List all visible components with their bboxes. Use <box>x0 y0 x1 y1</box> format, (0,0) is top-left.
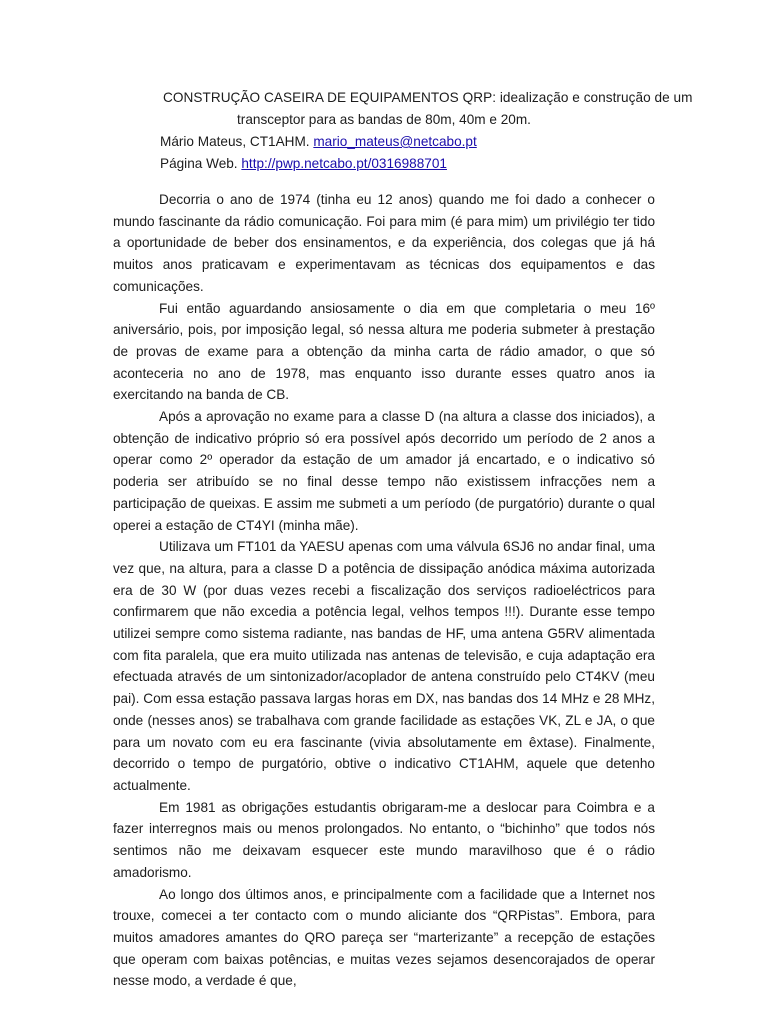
paragraph: Utilizava um FT101 da YAESU apenas com uma válvula 6SJ6 no andar final, uma vez que, na altura, para a classe D a potência de dissipação anódica máxima autorizada era de 30 W (por duas vezes recebi a fiscalização dos serviços radioeléctricos para confirmarem que não excedia a potência legal, velhos tempos !!!). Durante esse tempo utilizei sempre como sistema radiante, nas bandas de HF, uma antena G5RV alimentada com fita paralela, que era muito utilizada nas antenas de televisão, e cuja adaptação era efectuada através de um sintonizador/acoplador de antena construído pelo CT4KV (meu pai). Com essa estação passava largas horas em DX, nas bandas dos 14 MHz e 28 MHz, onde (nesses anos) se trabalhava com grande facilidade as estações VK, ZL e JA, o que para um novato com eu era fascinante (vivia absolutamente em êxtase). Finalmente, decorrido o tempo de purgatório, obtive o indicativo CT1AHM, aquele que detenho actualmente. <box>113 539 655 793</box>
paragraph: Fui então aguardando ansiosamente o dia em que completaria o meu 16º aniversário, pois, por imposição legal, só nessa altura me poderia submeter à prestação de provas de exame para a obtenção da minha carta de rádio amador, o que só aconteceria no ano de 1978, mas enquanto isso durante esses quatro anos ia exercitando na banda de CB. <box>113 300 655 403</box>
title-line-2: transceptor para as bandas de 80m, 40m e 20m. <box>237 112 531 127</box>
web-page-label: Página Web. <box>160 156 242 171</box>
title-line-1: CONSTRUÇÃO CASEIRA DE EQUIPAMENTOS QRP: idealização e construção de um <box>163 90 693 105</box>
web-page-line <box>160 156 447 172</box>
paragraph: Ao longo dos últimos anos, e principalmente com a facilidade que a Internet nos trouxe, comecei a ter contacto com o mundo aliciante dos “QRPistas”. Embora, para muitos amadores amantes do QRO pareça ser “marterizante” a recepção de estações que operam com baixas potências, e muitas vezes sejamos desencorajados de operar nesse modo, a verdade é que, <box>113 886 655 989</box>
author-email-link[interactable]: mario_mateus@netcabo.pt <box>313 134 477 149</box>
paragraph: Após a aprovação no exame para a classe D (na altura a classe dos iniciados), a obtenção de indicativo próprio só era possível após decorrido um período de 2 anos a operar como 2º operador da estação de um amador já encartado, e o indicativo só poderia ser atribuído se no final desse tempo não existissem infracções nem a participação de queixas. E assim me submeti a um período (de purgatório) durante o qual operei a estação de CT4YI (minha mãe). <box>113 409 655 533</box>
web-page-link[interactable]: http://pwp.netcabo.pt/0316988701 <box>241 156 447 171</box>
paragraph: Em 1981 as obrigações estudantis obrigaram-me a deslocar para Coimbra e a fazer interregnos mais ou menos prolongados. No entanto, o “bichinho” que todos nós sentimos não me deixavam esquecer este mundo maravilhoso que é o rádio amadorismo. <box>113 799 655 880</box>
author-name: Mário Mateus, CT1AHM. <box>160 134 314 149</box>
author-line <box>160 134 477 150</box>
paragraph: Decorria o ano de 1974 (tinha eu 12 anos) quando me foi dado a conhecer o mundo fascinante da rádio comunicação. Foi para mim (é para mim) um privilégio ter tido a oportunidade de beber dos ensinamentos, e da experiência, dos colegas que já há muitos anos praticavam e experimentavam as técnicas dos equipamentos e das comunicações. <box>113 192 655 294</box>
article-body <box>113 189 655 992</box>
